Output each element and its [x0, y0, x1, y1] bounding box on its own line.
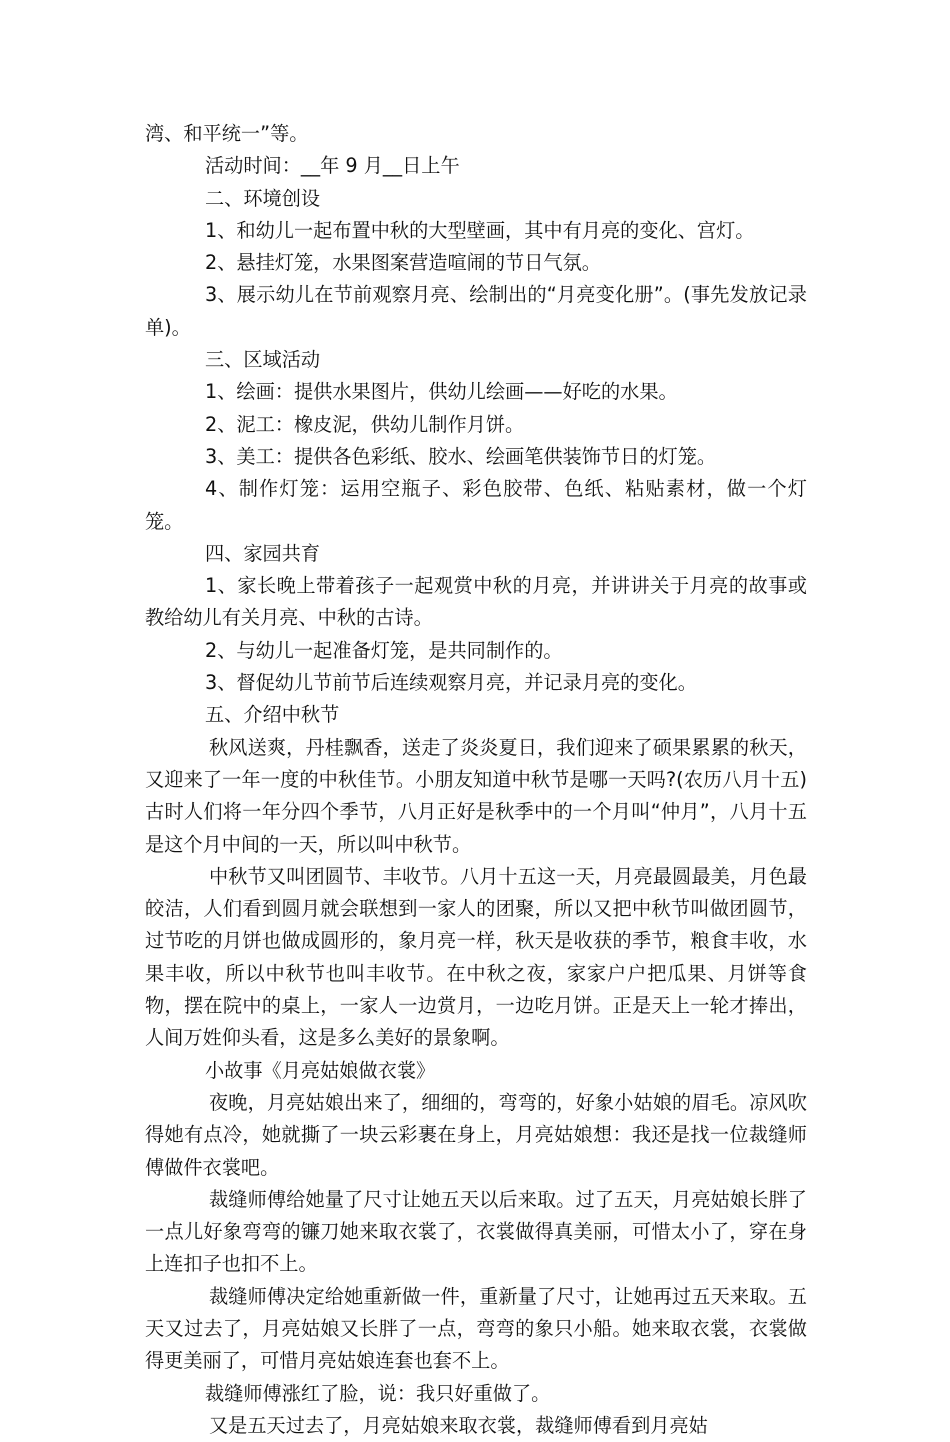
environment-item-2: 2、悬挂灯笼，水果图案营造喧闹的节日气氛。 [205, 251, 601, 275]
story-paragraph-4: 裁缝师傅涨红了脸，说：我只好重做了。 [205, 1381, 551, 1405]
area-activity-item-2: 2、泥工：橡皮泥，供幼儿制作月饼。 [205, 412, 525, 436]
home-school-item-2: 2、与幼儿一起准备灯笼，是共同制作的。 [205, 638, 563, 662]
area-activity-item-1: 1、绘画：提供水果图片，供幼儿绘画——好吃的水果。 [205, 380, 678, 404]
story-paragraph-3: 裁缝师傅决定给她重新做一件，重新量了尺寸，让她再过五天来取。五天又过去了，月亮姑娘又长胖了一点，弯弯的象只小船。她来取衣裳，衣裳做得更美丽了，可惜月亮姑娘连套也套不上。 [145, 1284, 807, 1373]
environment-item-3: 3、展示幼儿在节前观察月亮、绘制出的“月亮变化册”。(事先发放记录单)。 [145, 283, 807, 339]
mid-autumn-paragraph-1: 秋风送爽，丹桂飘香，送走了炎炎夏日，我们迎来了硕果累累的秋天，又迎来了一年一度的中秋佳节。小朋友知道中秋节是哪一天吗?(农历八月十五)古时人们将一年分四个季节，八月正好是秋季中的一个月叫“仲月”，八月十五是这个月中间的一天，所以叫中秋节。 [145, 735, 807, 856]
activity-time: 活动时间：__年 9 月__日上午 [205, 154, 460, 178]
paragraph-intro-continuation: 湾、和平统一”等。 [145, 122, 309, 145]
document-page [145, 118, 807, 1442]
home-school-item-3: 3、督促幼儿节前节后连续观察月亮，并记录月亮的变化。 [205, 671, 697, 695]
area-activity-item-3: 3、美工：提供各色彩纸、胶水、绘画笔供装饰节日的灯笼。 [205, 444, 717, 468]
section-heading-area-activities: 三、区域活动 [205, 348, 321, 372]
story-paragraph-5: 又是五天过去了，月亮姑娘来取衣裳，裁缝师傅看到月亮姑 [209, 1413, 708, 1437]
story-paragraph-1: 夜晚，月亮姑娘出来了，细细的，弯弯的，好象小姑娘的眉毛。凉风吹得她有点冷，她就撕了一块云彩裹在身上，月亮姑娘想：我还是找一位裁缝师傅做件衣裳吧。 [145, 1090, 807, 1179]
section-heading-home-school: 四、家园共育 [205, 541, 321, 565]
section-heading-mid-autumn: 五、介绍中秋节 [205, 703, 340, 727]
story-paragraph-2: 裁缝师傅给她量了尺寸让她五天以后来取。过了五天，月亮姑娘长胖了一点儿好象弯弯的镰刀她来取衣裳了，衣裳做得真美丽，可惜太小了，穿在身上连扣子也扣不上。 [145, 1187, 807, 1276]
mid-autumn-paragraph-2: 中秋节又叫团圆节、丰收节。八月十五这一天，月亮最圆最美，月色最皎洁，人们看到圆月就会联想到一家人的团聚，所以又把中秋节叫做团圆节，过节吃的月饼也做成圆形的，象月亮一样，秋天是收获的季节，粮食丰收，水果丰收，所以中秋节也叫丰收节。在中秋之夜，家家户户把瓜果、月饼等食物，摆在院中的桌上，一家人一边赏月，一边吃月饼。正是天上一轮才捧出，人间万姓仰头看，这是多么美好的景象啊。 [145, 864, 807, 1050]
story-title: 小故事《月亮姑娘做衣裳》 [205, 1058, 436, 1082]
area-activity-item-4: 4、制作灯笼：运用空瓶子、彩色胶带、色纸、粘贴素材，做一个灯笼。 [145, 477, 807, 533]
environment-item-1: 1、和幼儿一起布置中秋的大型壁画，其中有月亮的变化、宫灯。 [205, 218, 755, 242]
section-heading-environment: 二、环境创设 [205, 186, 321, 210]
home-school-item-1: 1、家长晚上带着孩子一起观赏中秋的月亮，并讲讲关于月亮的故事或教给幼儿有关月亮、中秋的古诗。 [145, 574, 807, 630]
